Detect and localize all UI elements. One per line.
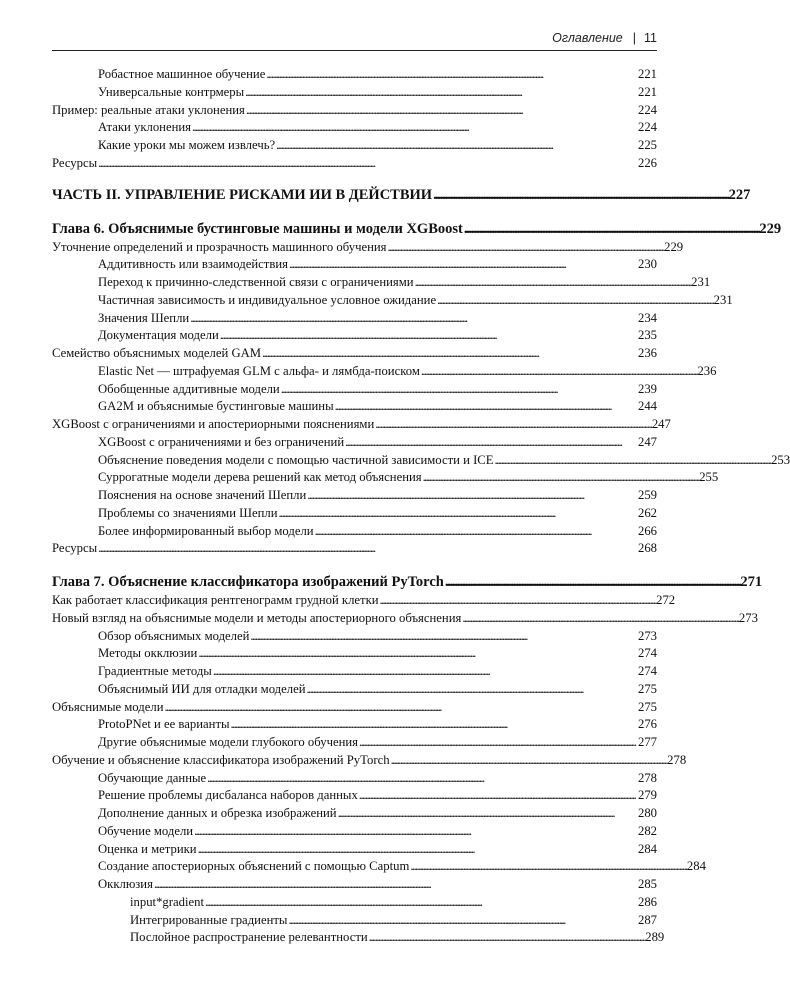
toc-entry-title: Обзор объяснимых моделей bbox=[98, 628, 250, 643]
dot-leader bbox=[190, 310, 637, 328]
toc-entry-page: 282 bbox=[637, 823, 657, 838]
toc-entry[interactable] bbox=[52, 752, 687, 770]
dot-leader bbox=[207, 770, 637, 788]
toc-entry-page: 274 bbox=[637, 664, 657, 678]
dot-leader bbox=[262, 345, 637, 363]
toc-entry[interactable] bbox=[52, 66, 657, 84]
toc-entry[interactable] bbox=[52, 102, 657, 120]
running-header-text bbox=[552, 31, 657, 45]
toc-entry-title: Пример: реальные атаки уклонения bbox=[52, 102, 245, 117]
toc-entry[interactable] bbox=[52, 137, 657, 155]
toc-entry-title: Глава 6. Объяснимые бустинговые машины и модели XGBoost bbox=[52, 220, 463, 237]
dot-leader bbox=[359, 734, 637, 752]
toc-entry-title: Атаки уклонения bbox=[98, 120, 192, 135]
toc-entry-page: 229 bbox=[664, 239, 684, 254]
toc-entry-page: 236 bbox=[637, 346, 657, 360]
toc-entry-page: 274 bbox=[637, 646, 657, 661]
toc-entry-title: Обучение модели bbox=[98, 823, 194, 838]
toc-entry-page: 268 bbox=[637, 541, 657, 556]
part-entry[interactable] bbox=[52, 185, 751, 205]
table-of-contents bbox=[52, 66, 790, 947]
toc-entry-page: 273 bbox=[738, 610, 758, 625]
dot-leader bbox=[437, 292, 713, 310]
toc-entry[interactable] bbox=[52, 292, 733, 310]
toc-entry-title: Универсальные контрмеры bbox=[98, 84, 245, 99]
toc-entry-page: 247 bbox=[637, 434, 657, 449]
page-number: 11 bbox=[644, 31, 657, 45]
toc-entry-title: Обобщенные аддитивные модели bbox=[98, 381, 280, 396]
toc-entry[interactable] bbox=[52, 256, 657, 274]
dot-leader bbox=[335, 398, 637, 416]
toc-entry[interactable] bbox=[52, 540, 657, 558]
toc-entry-page: 229 bbox=[759, 220, 782, 237]
toc-entry-page: 273 bbox=[637, 628, 657, 643]
dot-leader bbox=[445, 572, 740, 592]
toc-entry-title: Пояснения на основе значений Шепли bbox=[98, 488, 307, 502]
toc-entry[interactable] bbox=[52, 734, 657, 752]
toc-entry-page: 231 bbox=[713, 292, 733, 307]
toc-entry-title: Значения Шепли bbox=[98, 310, 190, 325]
toc-entry-title: Как работает классификация рентгенограмм грудной клетки bbox=[52, 593, 379, 607]
toc-entry[interactable] bbox=[52, 592, 676, 610]
toc-entry[interactable] bbox=[52, 327, 657, 345]
dot-leader bbox=[433, 185, 728, 205]
dot-leader bbox=[194, 823, 637, 841]
toc-entry[interactable] bbox=[52, 84, 657, 102]
toc-entry-title: Робастное машинное обучение bbox=[98, 67, 266, 81]
toc-entry-page: 286 bbox=[637, 894, 657, 909]
dot-leader bbox=[421, 363, 697, 381]
toc-entry-title: Объяснимый ИИ для отладки моделей bbox=[98, 681, 306, 696]
dot-leader bbox=[198, 645, 637, 663]
toc-entry[interactable] bbox=[52, 681, 657, 699]
dot-leader bbox=[464, 219, 759, 239]
toc-entry-title: Другие объяснимые модели глубокого обучения bbox=[98, 735, 359, 749]
dot-leader bbox=[359, 787, 637, 805]
toc-entry-page: 221 bbox=[637, 67, 657, 81]
toc-entry-page: 279 bbox=[637, 788, 657, 803]
dot-leader bbox=[380, 592, 656, 610]
toc-entry-page: 221 bbox=[637, 84, 657, 99]
toc-entry-page: 284 bbox=[637, 841, 657, 856]
dot-leader bbox=[164, 699, 636, 717]
dot-leader bbox=[279, 505, 637, 523]
toc-entry-page: 234 bbox=[637, 310, 657, 325]
dot-leader bbox=[250, 628, 637, 646]
dot-leader bbox=[289, 256, 637, 274]
toc-entry-title: Оценка и метрики bbox=[98, 841, 197, 856]
toc-entry-title: Окклюзия bbox=[98, 877, 153, 891]
toc-entry-title: Ресурсы bbox=[52, 155, 98, 170]
toc-entry-page: 289 bbox=[645, 930, 665, 945]
toc-entry-title: Уточнение определений и прозрачность машинного обучения bbox=[52, 239, 387, 254]
toc-entry[interactable] bbox=[52, 119, 657, 137]
toc-entry-title: Аддитивность или взаимодействия bbox=[98, 257, 288, 272]
toc-entry[interactable] bbox=[52, 610, 758, 628]
dot-leader bbox=[220, 327, 637, 345]
toc-entry-page: 255 bbox=[699, 470, 719, 485]
toc-entry-title: ЧАСТЬ II. УПРАВЛЕНИЕ РИСКАМИ ИИ В ДЕЙСТВИИ bbox=[52, 186, 433, 203]
dot-leader bbox=[276, 137, 637, 155]
toc-entry-page: 287 bbox=[637, 912, 657, 927]
dot-leader bbox=[345, 434, 637, 452]
running-header-title: Оглавление bbox=[552, 31, 623, 45]
toc-entry[interactable] bbox=[52, 310, 657, 328]
toc-entry-title: Частичная зависимость и индивидуальное условное ожидание bbox=[98, 292, 437, 307]
toc-entry[interactable] bbox=[52, 487, 657, 505]
dot-leader bbox=[391, 752, 667, 770]
toc-entry-title: Elastic Net — штрафуемая GLM с альфа- и лямбда-поиском bbox=[98, 363, 420, 378]
toc-entry-title: Глава 7. Объяснение классификатора изображений PyTorch bbox=[52, 574, 444, 590]
toc-entry-title: Методы окклюзии bbox=[98, 646, 198, 661]
toc-entry[interactable] bbox=[52, 628, 657, 646]
toc-entry[interactable] bbox=[52, 505, 657, 523]
toc-entry[interactable] bbox=[52, 699, 657, 717]
toc-entry-page: 236 bbox=[697, 363, 717, 378]
dot-leader bbox=[246, 102, 637, 120]
toc-entry[interactable] bbox=[52, 239, 684, 257]
toc-entry[interactable] bbox=[52, 894, 657, 912]
toc-entry[interactable] bbox=[52, 823, 657, 841]
toc-entry[interactable] bbox=[52, 929, 665, 947]
dot-leader bbox=[338, 805, 637, 823]
toc-entry-page: 247 bbox=[651, 417, 671, 431]
toc-entry[interactable] bbox=[52, 469, 719, 487]
toc-entry[interactable] bbox=[52, 434, 657, 452]
toc-entry-page: 230 bbox=[637, 257, 657, 272]
toc-entry[interactable] bbox=[52, 381, 657, 399]
toc-entry-title: Интегрированные градиенты bbox=[130, 912, 288, 927]
toc-entry-page: 278 bbox=[637, 770, 657, 785]
toc-entry-title: Послойное распространение релевантности bbox=[130, 930, 368, 945]
toc-entry-page: 278 bbox=[667, 752, 687, 767]
dot-leader bbox=[375, 416, 651, 434]
toc-entry-title: Обучение и объяснение классификатора изображений PyTorch bbox=[52, 752, 390, 767]
dot-leader bbox=[98, 155, 637, 173]
dot-leader bbox=[281, 381, 637, 399]
toc-entry-title: input*gradient bbox=[130, 894, 204, 909]
toc-entry[interactable] bbox=[52, 663, 657, 681]
toc-entry[interactable] bbox=[52, 858, 706, 876]
toc-entry[interactable] bbox=[52, 452, 790, 470]
toc-entry[interactable] bbox=[52, 841, 657, 859]
toc-entry-page: 226 bbox=[637, 155, 657, 170]
toc-entry-page: 275 bbox=[637, 681, 657, 696]
toc-entry-title: Переход к причинно-следственной связи с ограничениями bbox=[98, 275, 414, 289]
toc-entry[interactable] bbox=[52, 876, 657, 894]
toc-entry-page: 272 bbox=[656, 593, 676, 607]
toc-entry[interactable] bbox=[52, 345, 657, 363]
dot-leader bbox=[369, 929, 645, 947]
toc-entry[interactable] bbox=[52, 716, 657, 734]
toc-entry-page: 285 bbox=[637, 877, 657, 891]
toc-entry-title: Объяснение поведения модели с помощью частичной зависимости и ICE bbox=[98, 452, 494, 467]
dot-leader bbox=[198, 841, 637, 859]
toc-entry-title: Дополнение данных и обрезка изображений bbox=[98, 806, 337, 820]
toc-entry-page: 224 bbox=[637, 120, 657, 135]
toc-entry-title: Обучающие данные bbox=[98, 770, 207, 785]
toc-entry[interactable] bbox=[52, 416, 671, 434]
toc-entry-title: Решение проблемы дисбаланса наборов данных bbox=[98, 788, 358, 803]
toc-entry[interactable] bbox=[52, 645, 657, 663]
toc-entry-page: 235 bbox=[637, 328, 657, 343]
toc-entry-page: 259 bbox=[637, 488, 657, 502]
dot-leader bbox=[245, 84, 637, 102]
toc-entry-page: 244 bbox=[637, 399, 657, 414]
toc-entry-page: 225 bbox=[637, 138, 657, 152]
running-header bbox=[52, 30, 657, 51]
toc-entry[interactable] bbox=[52, 805, 657, 823]
dot-leader bbox=[98, 540, 637, 558]
toc-entry[interactable] bbox=[52, 363, 717, 381]
toc-entry-title: GA2M и объяснимые бустинговые машины bbox=[98, 399, 334, 414]
dot-leader bbox=[213, 663, 637, 681]
toc-entry-title: Создание апостериорных объяснений с помощью Captum bbox=[98, 859, 410, 874]
toc-entry-page: 280 bbox=[637, 806, 657, 820]
toc-entry-title: Объяснимые модели bbox=[52, 699, 164, 714]
toc-entry-title: Градиентные методы bbox=[98, 664, 212, 678]
toc-entry-page: 271 bbox=[740, 574, 763, 590]
toc-entry-page: 227 bbox=[728, 186, 751, 203]
toc-entry[interactable] bbox=[52, 770, 657, 788]
dot-leader bbox=[462, 610, 738, 628]
toc-entry-title: ProtoPNet и ее варианты bbox=[98, 717, 230, 732]
toc-entry-page: 224 bbox=[637, 102, 657, 117]
dot-leader bbox=[410, 858, 686, 876]
toc-entry-page: 277 bbox=[637, 735, 657, 749]
toc-entry-page: 262 bbox=[637, 505, 657, 520]
dot-leader bbox=[307, 487, 637, 505]
dot-leader bbox=[192, 119, 637, 137]
toc-entry-title: Документация модели bbox=[98, 328, 219, 343]
toc-entry[interactable] bbox=[52, 398, 657, 416]
toc-entry-title: Какие уроки мы можем извлечь? bbox=[98, 138, 276, 152]
toc-entry[interactable] bbox=[52, 274, 711, 292]
dot-leader bbox=[388, 239, 664, 257]
dot-leader bbox=[315, 523, 637, 541]
dot-leader bbox=[423, 469, 699, 487]
toc-entry-page: 231 bbox=[691, 275, 711, 289]
toc-entry[interactable] bbox=[52, 787, 657, 805]
toc-entry-title: XGBoost с ограничениями и апостериорными пояснениями bbox=[52, 417, 375, 431]
toc-entry[interactable] bbox=[52, 523, 657, 541]
toc-entry-title: Семейство объяснимых моделей GAM bbox=[52, 346, 262, 360]
chapter-entry[interactable] bbox=[52, 219, 782, 239]
toc-entry-title: Проблемы со значениями Шепли bbox=[98, 505, 278, 520]
dot-leader bbox=[415, 274, 691, 292]
toc-entry-title: Новый взгляд на объяснимые модели и методы апостериорного объяснения bbox=[52, 610, 462, 625]
toc-entry-title: Более информированный выбор модели bbox=[98, 523, 314, 538]
dot-leader bbox=[266, 66, 637, 84]
toc-entry-page: 284 bbox=[686, 859, 706, 874]
toc-entry[interactable] bbox=[52, 912, 657, 930]
toc-entry-page: 266 bbox=[637, 523, 657, 538]
running-header-separator: | bbox=[632, 31, 637, 45]
dot-leader bbox=[307, 681, 637, 699]
toc-entry-page: 275 bbox=[637, 699, 657, 714]
dot-leader bbox=[154, 876, 637, 894]
toc-entry-title: Ресурсы bbox=[52, 541, 98, 556]
toc-entry-page: 276 bbox=[637, 717, 657, 732]
dot-leader bbox=[231, 716, 637, 734]
toc-entry-page: 253 bbox=[771, 452, 790, 467]
toc-entry-page: 239 bbox=[637, 381, 657, 396]
dot-leader bbox=[495, 452, 771, 470]
dot-leader bbox=[205, 894, 637, 912]
toc-entry-title: Суррогатные модели дерева решений как метод объяснения bbox=[98, 470, 422, 485]
chapter-entry[interactable] bbox=[52, 572, 763, 592]
toc-entry-title: XGBoost с ограничениями и без ограничений bbox=[98, 434, 345, 449]
dot-leader bbox=[288, 912, 637, 930]
toc-entry[interactable] bbox=[52, 155, 657, 173]
